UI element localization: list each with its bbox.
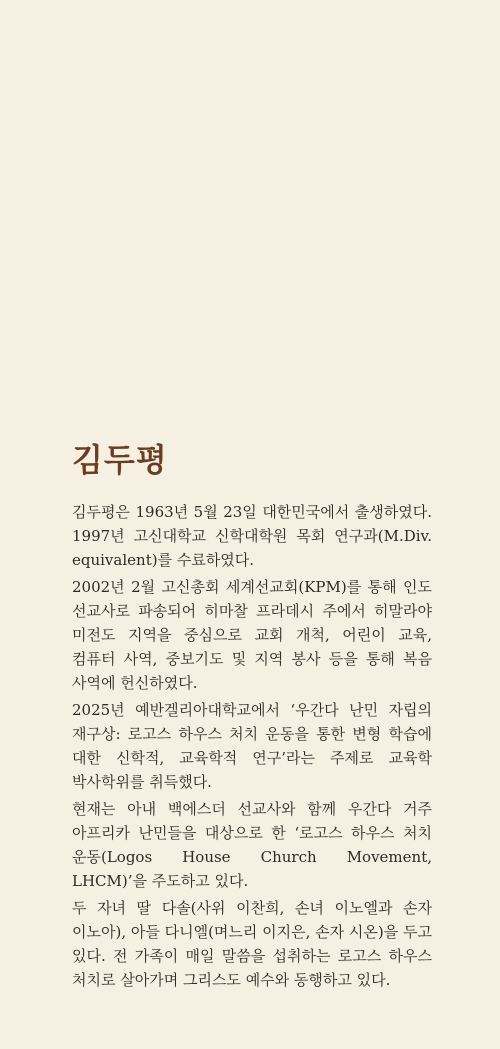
- author-bio: [72, 440, 432, 995]
- author-name: 김두평: [72, 441, 168, 479]
- bio-paragraph-doctorate: 2025년 예반겔리아대학교에서 ‘우간다 난민 자립의 재구상: 로고스 하우스 처치 운동을 통한 변형 학습에 대한 신학적, 교육학적 연구’라는 주제로 교육학 박사학위를 취득했다.: [72, 701, 432, 791]
- bio-paragraph-india-mission: 2002년 2월 고신총회 세계선교회(KPM)를 통해 인도 선교사로 파송되어 히마찰 프라데시 주에서 히말라야 미전도 지역을 중심으로 교회 개척, 어린이 교육, 컴퓨터 사역, 중보기도 및 지역 봉사 등을 통해 복음 사역에 헌신하였다.: [72, 578, 432, 692]
- bio-paragraph-family: 두 자녀 딸 다솔(사위 이찬희, 손녀 이노엘과 손자 이노아), 아들 다니엘(며느리 이지은, 손자 시온)을 두고 있다. 전 가족이 매일 말씀을 섭취하는 로고스 하우스 처치로 살아가며 그리스도 예수와 동행하고 있다.: [72, 899, 432, 989]
- bio-paragraph-birth-education: 김두평은 1963년 5월 23일 대한민국에서 출생하였다. 1997년 고신대학교 신학대학원 목회 연구과(M.Div. equivalent)를 수료하였다.: [72, 503, 432, 569]
- bio-paragraph-current-ministry: 현재는 아내 백에스더 선교사와 함께 우간다 거주 아프리카 난민들을 대상으로 한 ‘로고스 하우스 처치 운동(Logos House Church Movement, LHCM)’을 주도하고 있다.: [72, 800, 432, 890]
